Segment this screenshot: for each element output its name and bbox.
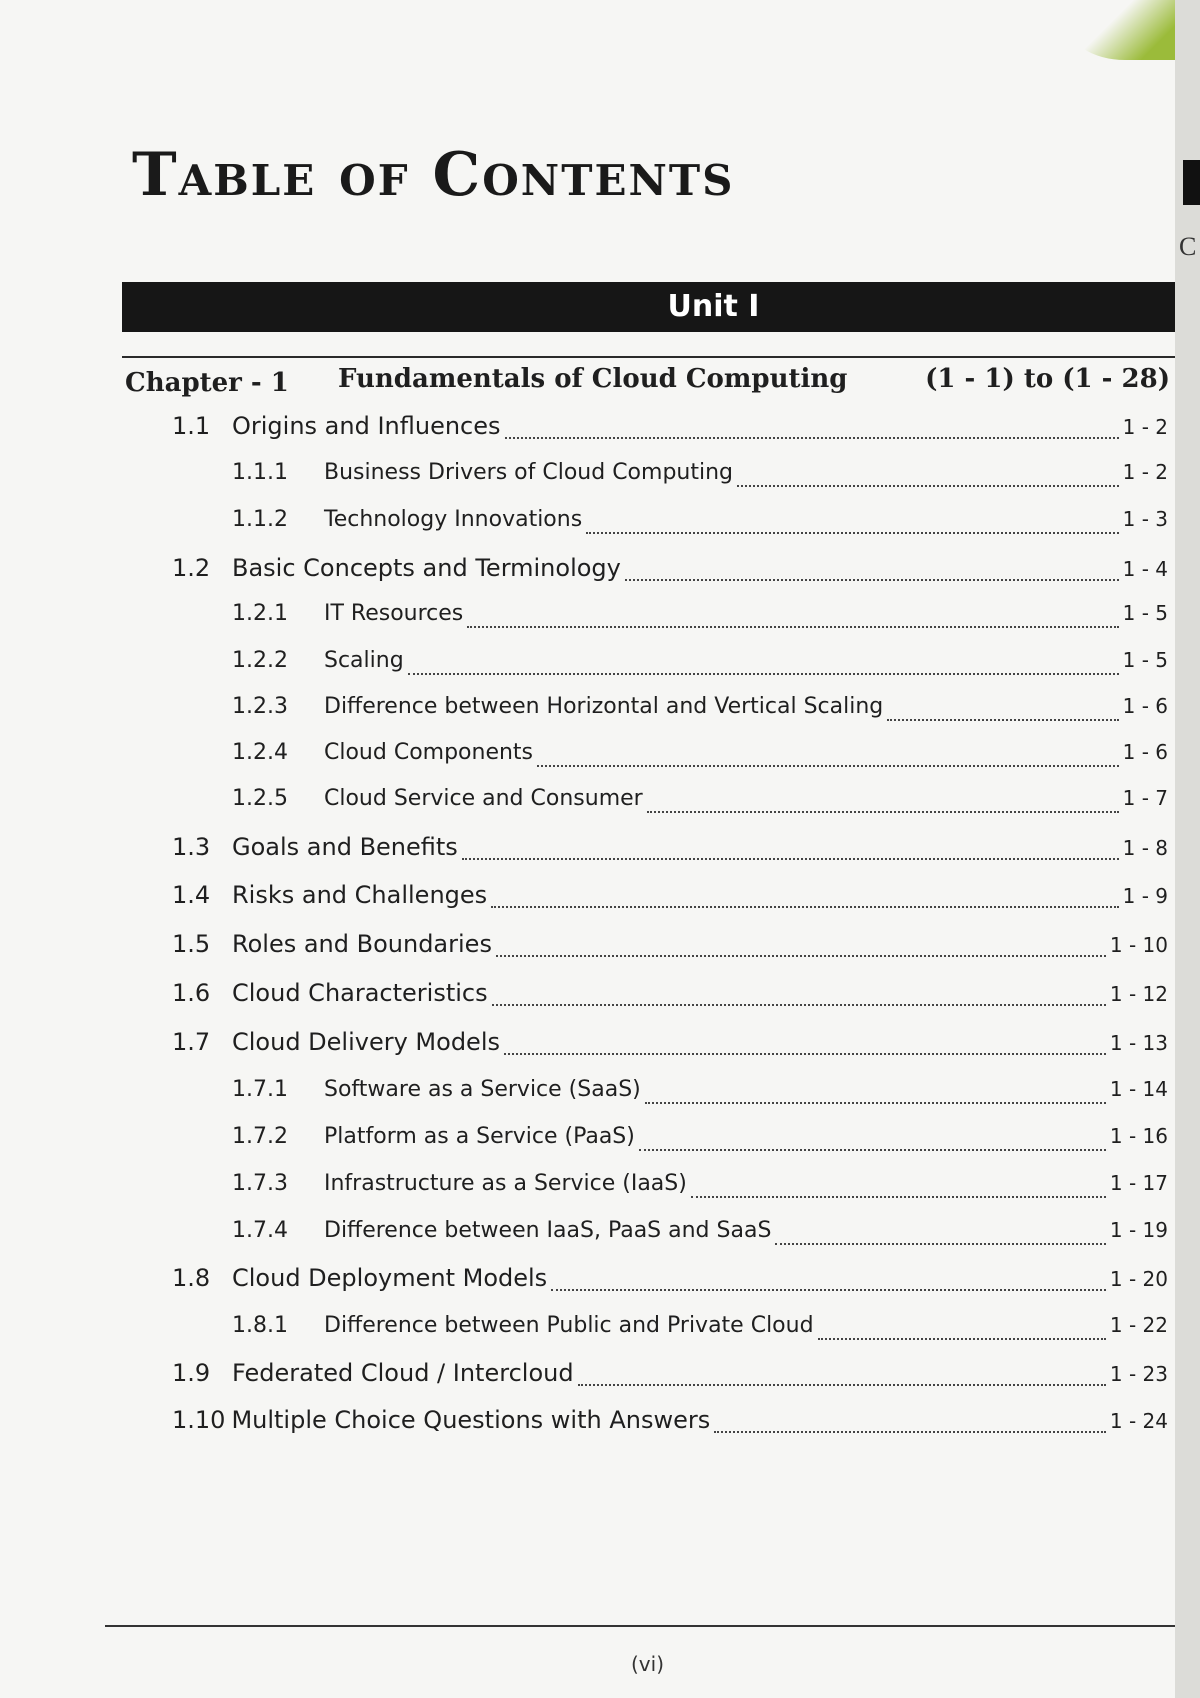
- toc-entry-page: 1 - 2: [1122, 415, 1168, 439]
- toc-entry: [172, 1359, 1168, 1395]
- toc-entry: [232, 740, 1168, 776]
- toc-entry-page: 1 - 10: [1109, 933, 1168, 957]
- toc-entry-title: Scaling: [324, 648, 404, 673]
- toc-entry-page: 1 - 17: [1109, 1171, 1168, 1195]
- toc-entry-title: Infrastructure as a Service (IaaS): [324, 1171, 687, 1196]
- toc-entry-number: 1.8.1: [232, 1313, 288, 1338]
- toc-entry: [172, 1406, 1168, 1442]
- adjacent-page-glyph: C: [1179, 232, 1197, 261]
- toc-entry-number: 1.1: [172, 412, 211, 440]
- dot-leader: [639, 1149, 1106, 1151]
- dot-leader: [887, 719, 1118, 721]
- toc-entry-page: 1 - 24: [1109, 1409, 1168, 1433]
- dot-leader: [491, 906, 1118, 908]
- toc-entry-number: 1.2.3: [232, 694, 288, 719]
- toc-entry: [232, 1077, 1168, 1113]
- toc-entry-title: Cloud Components: [324, 740, 534, 765]
- chapter-page-range: (1 - 1) to (1 - 28): [925, 364, 1170, 394]
- dot-leader: [647, 811, 1119, 813]
- toc-entry-page: 1 - 14: [1109, 1077, 1168, 1101]
- toc-entry: [172, 554, 1168, 590]
- toc-entry-number: 1.7.4: [232, 1218, 288, 1243]
- toc-entry-title: Roles and Boundaries: [232, 930, 492, 958]
- toc-entry-page: 1 - 6: [1122, 694, 1168, 718]
- toc-entry-title: Basic Concepts and Terminology: [232, 554, 621, 582]
- toc-entry: [172, 930, 1168, 966]
- toc-entry-title: Business Drivers of Cloud Computing: [324, 460, 733, 485]
- toc-entry-number: 1.6: [172, 979, 211, 1007]
- toc-entry: [232, 694, 1168, 730]
- toc-entry-title: Goals and Benefits: [232, 833, 458, 861]
- toc-entry-page: 1 - 4: [1122, 557, 1168, 581]
- toc-entry: [232, 1218, 1168, 1254]
- toc-entry-number: 1.3: [172, 833, 211, 861]
- dot-leader: [492, 1004, 1106, 1006]
- chapter-heading: [125, 362, 1175, 406]
- dot-leader: [537, 765, 1119, 767]
- bottom-rule: [105, 1625, 1175, 1627]
- toc-entry-title: IT Resources: [324, 601, 464, 626]
- dot-leader: [504, 1053, 1106, 1055]
- page-title: Table of Contents: [132, 140, 735, 210]
- adjacent-page-tab: [1183, 160, 1200, 205]
- dot-leader: [586, 532, 1118, 534]
- toc-entry-number: 1.1.2: [232, 507, 288, 532]
- dot-leader: [737, 485, 1119, 487]
- toc-entry-title: Technology Innovations: [324, 507, 583, 532]
- toc-entry-page: 1 - 9: [1122, 884, 1168, 908]
- page-number: (vi): [631, 1652, 664, 1676]
- toc-entry-title: Difference between IaaS, PaaS and SaaS: [324, 1218, 772, 1243]
- toc-entry: [232, 460, 1168, 496]
- dot-leader: [462, 858, 1119, 860]
- chapter-label: Chapter - 1: [125, 368, 289, 398]
- toc-entry: [232, 1313, 1168, 1349]
- dot-leader: [551, 1289, 1106, 1291]
- dot-leader: [625, 579, 1119, 581]
- toc-entry-number: 1.2: [172, 554, 211, 582]
- chapter-title: Fundamentals of Cloud Computing: [338, 364, 848, 394]
- toc-entry-title: Platform as a Service (PaaS): [324, 1124, 635, 1149]
- toc-entry-page: 1 - 3: [1122, 507, 1168, 531]
- toc-entry-page: 1 - 6: [1122, 740, 1168, 764]
- toc-entry-title: Cloud Characteristics: [232, 979, 488, 1007]
- toc-entry-number: 1.7.1: [232, 1077, 288, 1102]
- unit-label: Unit I: [667, 289, 760, 324]
- toc-entry: [232, 648, 1168, 684]
- toc-entry-title: Software as a Service (SaaS): [324, 1077, 641, 1102]
- toc-entry: [172, 1264, 1168, 1300]
- unit-banner: [122, 282, 1175, 332]
- toc-entry-title: Federated Cloud / Intercloud: [232, 1359, 574, 1387]
- top-rule: [122, 356, 1175, 358]
- toc-entry-page: 1 - 5: [1122, 601, 1168, 625]
- toc-entry-page: 1 - 2: [1122, 460, 1168, 484]
- adjacent-page-edge: [1175, 0, 1200, 1698]
- toc-entry-number: 1.2.4: [232, 740, 288, 765]
- dot-leader: [496, 955, 1106, 957]
- toc-entry: [172, 833, 1168, 869]
- toc-entry-number: 1.1.1: [232, 460, 288, 485]
- dot-leader: [578, 1384, 1106, 1386]
- toc-entry-page: 1 - 20: [1109, 1267, 1168, 1291]
- corner-decoration: [1065, 0, 1175, 60]
- toc-entry-title: Cloud Service and Consumer: [324, 786, 643, 811]
- toc-entry-number: 1.5: [172, 930, 211, 958]
- toc-entry-number: 1.2.5: [232, 786, 288, 811]
- toc-entry-page: 1 - 8: [1122, 836, 1168, 860]
- toc-entry-title: Cloud Delivery Models: [232, 1028, 500, 1056]
- dot-leader: [408, 673, 1119, 675]
- toc-entry-page: 1 - 19: [1109, 1218, 1168, 1242]
- toc-entry: [172, 979, 1168, 1015]
- toc-entry-number: 1.7.3: [232, 1171, 288, 1196]
- dot-leader: [714, 1431, 1106, 1433]
- toc-entry-title: Cloud Deployment Models: [232, 1264, 548, 1292]
- toc-entry-number: 1.7.2: [232, 1124, 288, 1149]
- dot-leader: [818, 1338, 1106, 1340]
- toc-entry: [232, 601, 1168, 637]
- dot-leader: [691, 1196, 1106, 1198]
- toc-entry-title: Difference between Public and Private Cloud: [324, 1313, 814, 1338]
- toc-entry: [172, 412, 1168, 448]
- toc-entry-number: 1.10: [172, 1406, 226, 1434]
- toc-entry-number: 1.8: [172, 1264, 211, 1292]
- toc-entry-page: 1 - 5: [1122, 648, 1168, 672]
- toc-entry-number: 1.2.2: [232, 648, 288, 673]
- toc-entry-page: 1 - 22: [1109, 1313, 1168, 1337]
- toc-entry-number: 1.4: [172, 881, 211, 909]
- toc-entry: [172, 1028, 1168, 1064]
- dot-leader: [467, 626, 1118, 628]
- toc-entry-page: 1 - 23: [1109, 1362, 1168, 1386]
- toc-entry: [232, 507, 1168, 543]
- toc-entry-number: 1.2.1: [232, 601, 288, 626]
- toc-entry-number: 1.9: [172, 1359, 211, 1387]
- toc-entry-title: Multiple Choice Questions with Answers: [231, 1406, 711, 1434]
- dot-leader: [645, 1102, 1106, 1104]
- dot-leader: [505, 437, 1119, 439]
- toc-entry-title: Origins and Influences: [232, 412, 501, 440]
- toc-entry-page: 1 - 12: [1109, 982, 1168, 1006]
- toc-entry-title: Risks and Challenges: [232, 881, 488, 909]
- dot-leader: [775, 1243, 1105, 1245]
- toc-entry-page: 1 - 16: [1109, 1124, 1168, 1148]
- toc-entry-page: 1 - 13: [1109, 1031, 1168, 1055]
- toc-entry-page: 1 - 7: [1122, 786, 1168, 810]
- toc-entry: [232, 786, 1168, 822]
- toc-entry-number: 1.7: [172, 1028, 211, 1056]
- toc-entry: [172, 881, 1168, 917]
- toc-entry: [232, 1124, 1168, 1160]
- toc-entry-title: Difference between Horizontal and Vertical Scaling: [324, 694, 884, 719]
- toc-entry: [232, 1171, 1168, 1207]
